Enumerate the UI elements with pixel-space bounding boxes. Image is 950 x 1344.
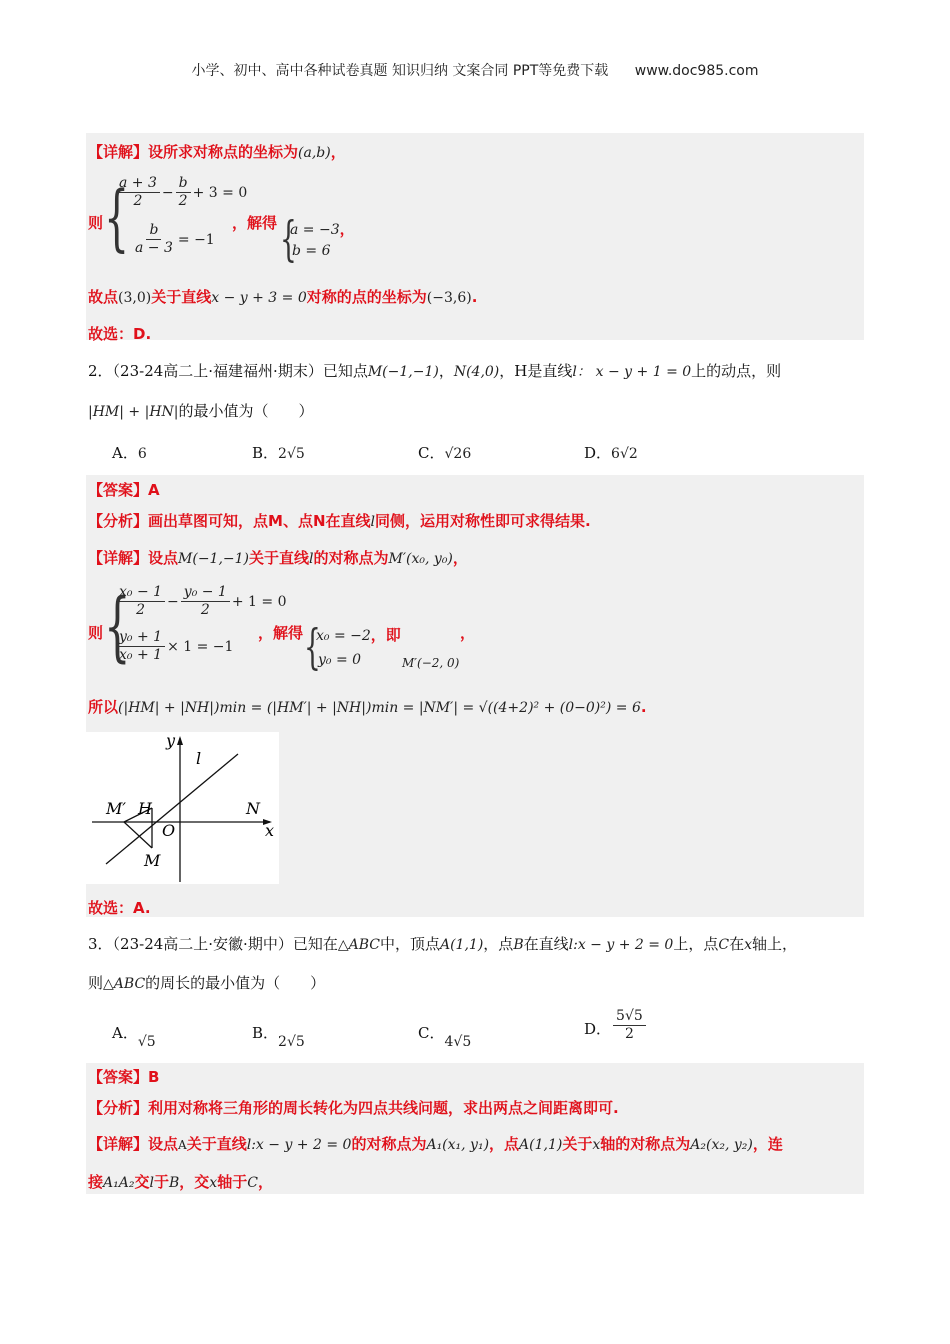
eq-den: 2 <box>136 602 145 618</box>
question-3-line-1 <box>88 933 797 954</box>
text: 同侧，运用对称性即可求得结果. <box>374 512 591 530</box>
math-Mp: M′(x₀, y₀) <box>388 551 453 567</box>
equation-2 <box>130 222 215 257</box>
text: 设点 <box>148 549 179 567</box>
conclusion-line <box>88 286 477 307</box>
detail-line-1 <box>88 1133 783 1154</box>
text: 轴于 <box>217 1173 248 1191</box>
ze-label: 则 <box>88 624 104 642</box>
eq-den: 2 <box>200 602 210 618</box>
option-value: √26 <box>444 446 472 462</box>
math-A: A(1,1) <box>519 1137 563 1153</box>
math-expr: |HM| + |HN| <box>88 404 179 420</box>
math-A1A2: A₁A₂ <box>103 1175 135 1191</box>
sol-line-1 <box>290 218 355 239</box>
q2-option-a[interactable] <box>112 442 147 463</box>
eq-num: b <box>146 222 161 240</box>
text: 画出草图可知，点M、点N在直线 <box>148 512 371 530</box>
punct: ， <box>330 143 346 161</box>
q-text: 2．（23-24高二上·福建福州·期末）已知点 <box>88 362 368 380</box>
label-x: x <box>265 821 275 840</box>
so-line <box>88 696 647 717</box>
math-line: x − y + 3 = 0 <box>211 290 307 306</box>
label-Mp: M′ <box>106 799 127 818</box>
q2-option-b[interactable] <box>252 442 305 463</box>
sol-brace: { <box>280 211 297 267</box>
punct: ， <box>460 624 476 642</box>
option-label: B． <box>252 1024 279 1042</box>
sol-1: x₀ = −2 <box>316 628 371 644</box>
page-header <box>0 60 950 80</box>
q3-option-c[interactable] <box>418 1022 472 1050</box>
math-x: x <box>744 937 752 953</box>
eq-num: y₀ − 1 <box>181 584 230 602</box>
math-result: (−3,6) <box>426 290 472 306</box>
option-num: 5√5 <box>613 1008 646 1026</box>
sol-1: a = −3 <box>290 222 340 238</box>
math-A: A <box>178 1138 187 1152</box>
math-x: x <box>209 1175 218 1191</box>
math-M: M(−1,−1) <box>367 364 439 380</box>
eq-den: 2 <box>133 193 143 209</box>
eq-op: − <box>167 594 179 610</box>
math-x: x <box>592 1137 601 1153</box>
q-text: ，H是直线 <box>499 362 573 380</box>
option-value: 6√2 <box>611 446 638 462</box>
q-text: 的最小值为（ ） <box>178 402 314 420</box>
punct: ， <box>438 362 454 380</box>
text: 设点 <box>148 1135 179 1153</box>
label-H: H <box>138 799 152 818</box>
math-l: l： <box>572 364 591 380</box>
math-line: l:x − y + 2 = 0 <box>246 1137 352 1153</box>
analysis-line: 【分析】利用对称将三角形的周长转化为四点共线问题，求出两点之间距离即可. <box>88 1099 619 1117</box>
header-text: 小学、初中、高中各种试卷真题 知识归纳 文案合同 PPT等免费下载 <box>191 63 609 79</box>
math-expr: (|HM| + |NH|)min = (|HM′| + |NH|)min = |NM′| = √((4+2)² + (0−0)²) = 6 <box>118 700 641 716</box>
q3-option-a[interactable] <box>112 1022 156 1050</box>
ze-label: 则 <box>88 214 104 232</box>
math-B: B <box>513 937 524 953</box>
q-text: ，点 <box>483 935 514 953</box>
solve-label: ，解得 <box>232 214 278 232</box>
text: 关于 <box>562 1135 593 1153</box>
eq-num: a + 3 <box>116 175 160 193</box>
answer-line: 【答案】A <box>88 481 160 499</box>
eq-tail: = −1 <box>177 232 215 248</box>
eq-tail: + 3 = 0 <box>192 185 248 201</box>
option-value: 6 <box>137 446 147 462</box>
punct: ， <box>257 1173 273 1191</box>
q2-option-c[interactable] <box>418 442 471 463</box>
label-l: l <box>196 749 202 768</box>
eq-den: x₀ + 1 <box>119 647 163 663</box>
solve-label: ，解得 <box>258 624 304 642</box>
sol-2: y₀ = 0 <box>318 652 362 668</box>
text: 交 <box>134 1173 150 1191</box>
eq-num: b <box>176 175 191 193</box>
question-3-line-2 <box>88 972 325 993</box>
detail-label: 【详解】 <box>88 549 149 567</box>
equation-1 <box>114 584 286 619</box>
math-N: N(4,0) <box>453 364 500 380</box>
q-text: 3．（23-24高二上·安徽·期中）已知在 <box>88 935 338 953</box>
punct: . <box>471 288 478 306</box>
label-M: M <box>144 851 161 870</box>
math-l: l <box>370 514 375 530</box>
eq-den: a − 3 <box>135 240 173 256</box>
eq-tail: × 1 = −1 <box>167 639 234 655</box>
punct: ，即 <box>370 626 401 644</box>
punct: . <box>640 698 647 716</box>
choice-line: 故选：D. <box>88 325 152 343</box>
eq-tail: + 1 = 0 <box>231 594 287 610</box>
block1-detail-line <box>88 141 346 162</box>
detail-text: 设所求对称点的坐标为 <box>148 143 299 161</box>
detail-label: 【详解】 <box>88 143 149 161</box>
sol-2: b = 6 <box>292 243 331 259</box>
text: 关于直线 <box>151 288 212 306</box>
math-C: C <box>718 937 730 953</box>
punct: ， <box>452 549 468 567</box>
question-2-line-1 <box>88 360 781 381</box>
q-text: 在直线 <box>523 935 569 953</box>
q2-option-d[interactable] <box>584 442 638 463</box>
q-text: 在 <box>729 935 745 953</box>
math-C: C <box>247 1175 258 1191</box>
text: 关于直线 <box>249 549 310 567</box>
text: 的对称点为 <box>351 1135 427 1153</box>
q-text: 轴上， <box>752 935 798 953</box>
math-M: M(−1,−1) <box>178 551 250 567</box>
q3-option-d[interactable] <box>584 1008 648 1043</box>
label-O: O <box>162 821 176 840</box>
text: 轴的对称点为 <box>600 1135 691 1153</box>
math-A2: A₂(x₂, y₂) <box>690 1137 753 1153</box>
text: 的对称点为 <box>313 549 389 567</box>
math-ab: (a,b) <box>298 145 331 161</box>
q3-option-b[interactable] <box>252 1022 305 1050</box>
header-url[interactable]: www.doc985.com <box>634 63 759 79</box>
option-value: 2√5 <box>278 1034 305 1050</box>
q-text: 上，点 <box>673 935 719 953</box>
detail-label: 【详解】 <box>88 1135 149 1153</box>
label-N: N <box>246 799 260 818</box>
eq-den: 2 <box>178 193 188 209</box>
option-label: A． <box>112 444 138 462</box>
q-text: 的周长的最小值为（ ） <box>145 974 326 992</box>
eq-num: y₀ + 1 <box>116 629 165 647</box>
analysis-label: 【分析】 <box>88 512 149 530</box>
math-line: x − y + 1 = 0 <box>595 364 692 380</box>
option-value: 4√5 <box>444 1034 472 1050</box>
text: 故点 <box>88 288 119 306</box>
math-l: l <box>309 551 314 567</box>
math-point: (3,0) <box>118 290 152 306</box>
choice-line: 故选：A. <box>88 899 151 917</box>
math-l: l <box>149 1175 154 1191</box>
q-text: 则 <box>88 974 104 992</box>
math-A: A(1,1) <box>439 937 484 953</box>
question-2-line-2 <box>88 400 314 421</box>
text: ，连 <box>752 1135 783 1153</box>
punct: ， <box>339 220 355 238</box>
coordinate-figure <box>86 732 279 884</box>
detail-line <box>88 547 468 568</box>
equation-1 <box>114 175 247 210</box>
sol-line-1 <box>316 624 401 645</box>
option-label: C． <box>418 1024 445 1042</box>
math-B: B <box>168 1175 180 1191</box>
option-label: C． <box>418 444 445 462</box>
math-tri: △ABC <box>337 937 380 953</box>
analysis-line <box>88 510 591 531</box>
option-value: 2√5 <box>278 446 305 462</box>
text: ，点 <box>489 1135 520 1153</box>
eq-num: x₀ − 1 <box>116 584 165 602</box>
option-value: √5 <box>137 1034 156 1050</box>
left-brace: { <box>104 581 131 670</box>
math-line: l:x − y + 2 = 0 <box>568 937 674 953</box>
left-brace: { <box>104 175 130 259</box>
detail-line-2 <box>88 1171 273 1192</box>
text: 接 <box>88 1173 104 1191</box>
q-text: 中，顶点 <box>379 935 440 953</box>
equation-2 <box>114 629 233 664</box>
option-den: 2 <box>624 1026 634 1042</box>
q-text: 上的动点，则 <box>691 362 782 380</box>
eq-op: − <box>161 185 174 201</box>
text: 对称的点的坐标为 <box>306 288 427 306</box>
sol-brace: { <box>304 619 321 675</box>
option-label: D． <box>584 1019 612 1038</box>
mp-result: M′(−2, 0) <box>402 656 460 670</box>
label-y: y <box>166 732 176 750</box>
answer-line: 【答案】B <box>88 1068 160 1086</box>
math-tri: △ABC <box>103 976 146 992</box>
option-label: D． <box>584 444 612 462</box>
option-label: B． <box>252 444 279 462</box>
option-label: A． <box>112 1024 138 1042</box>
math-A1: A₁(x₁, y₁) <box>426 1137 490 1153</box>
text: 于 <box>153 1173 169 1191</box>
text: ，交 <box>179 1173 210 1191</box>
text: 所以 <box>88 698 119 716</box>
text: 关于直线 <box>186 1135 247 1153</box>
